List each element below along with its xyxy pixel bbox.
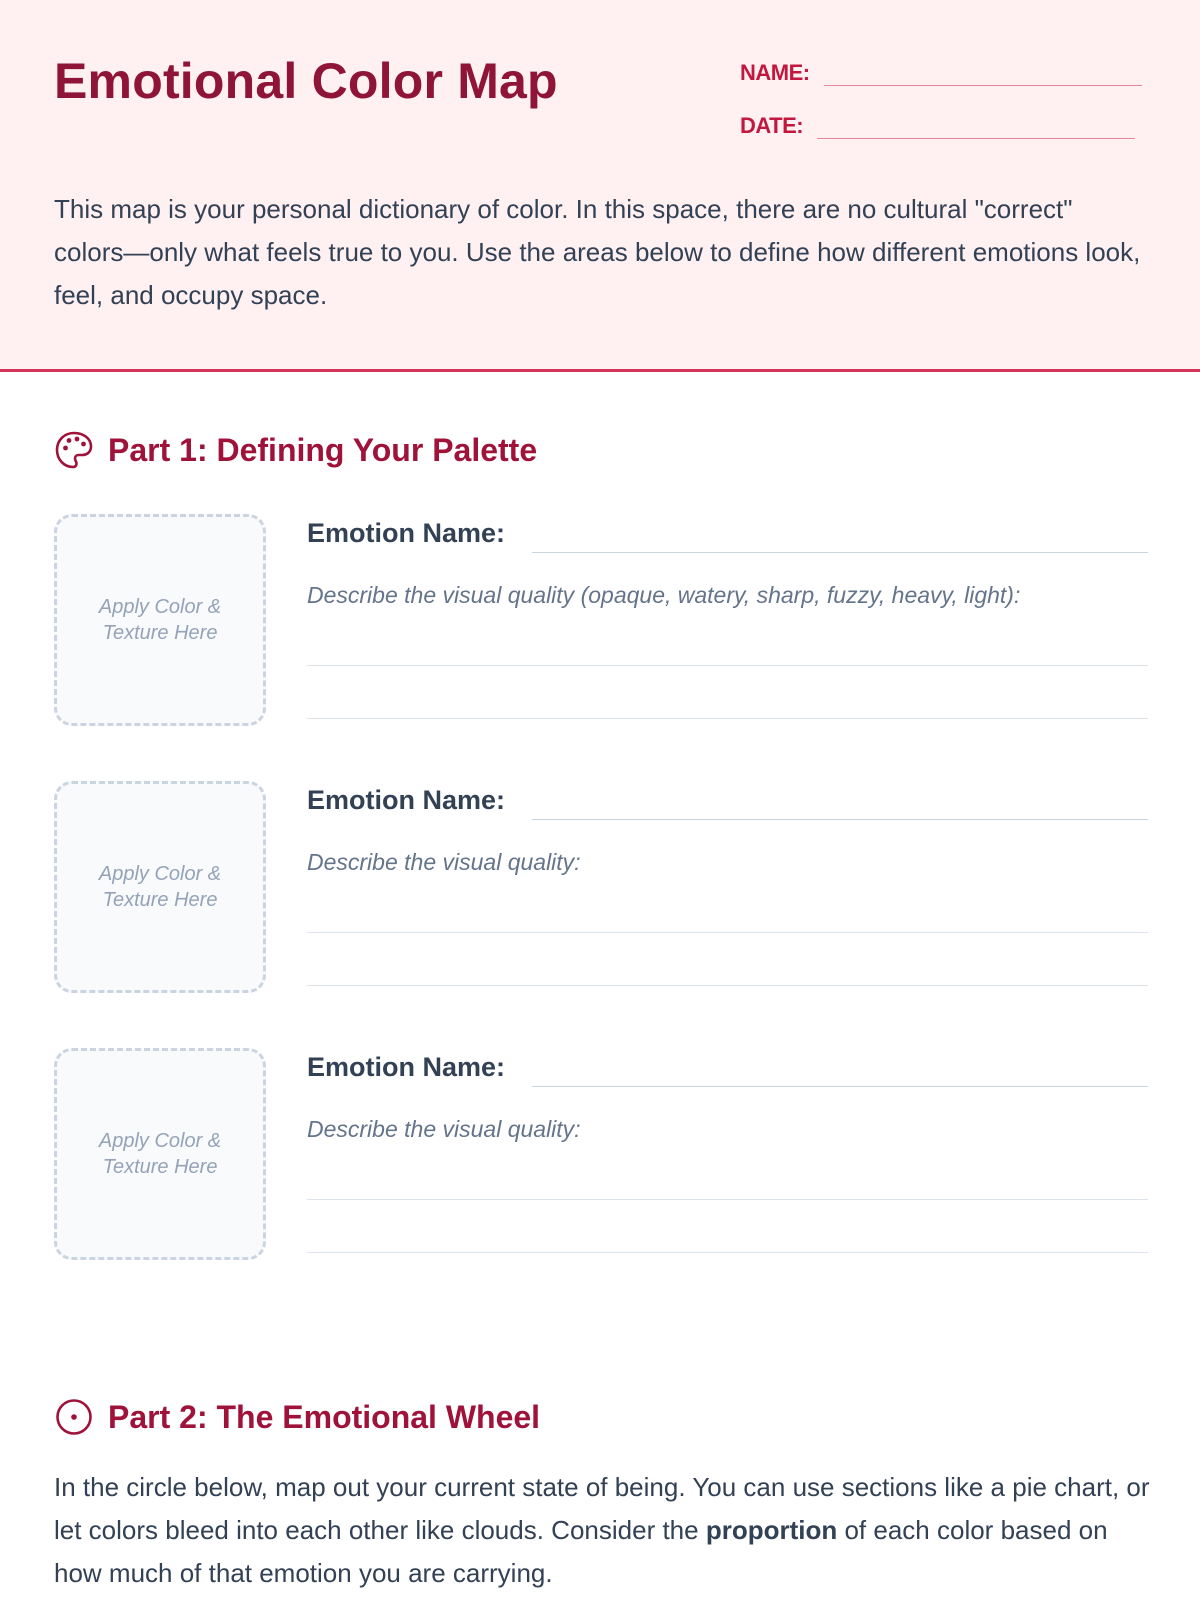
describe-prompt: Describe the visual quality (opaque, watery, sharp, fuzzy, heavy, light): <box>307 582 1021 608</box>
describe-prompt: Describe the visual quality: <box>307 1116 581 1142</box>
part2-title: Part 2: The Emotional Wheel <box>108 1398 541 1435</box>
describe-prompt: Describe the visual quality: <box>307 849 581 875</box>
swatch-hint: Apply Color & Texture Here <box>98 596 222 644</box>
palette-row <box>54 1048 1148 1260</box>
intro-text: This map is your personal dictionary of color. In this space, there are no cultural "correct" colors—only what feels true to you. Use the areas below to define how different emotions look, feel, and occupy space. <box>54 194 1141 310</box>
name-label: NAME: <box>740 60 810 85</box>
part2-text-end: of each color based on how much of that emotion you are carrying. <box>54 1515 1108 1588</box>
color-swatch-area[interactable] <box>54 514 266 726</box>
part2-instructions <box>54 1466 1154 1595</box>
date-line[interactable] <box>817 115 1135 139</box>
write-line[interactable] <box>307 718 1148 719</box>
color-swatch-area[interactable] <box>54 781 266 993</box>
part2-text-bold: proportion <box>705 1515 838 1545</box>
name-line[interactable] <box>824 62 1142 86</box>
part1-title: Part 1: Defining Your Palette <box>108 431 538 468</box>
part1-heading <box>54 430 537 470</box>
color-swatch-area[interactable] <box>54 1048 266 1260</box>
write-line[interactable] <box>307 1199 1148 1200</box>
write-line[interactable] <box>307 932 1148 933</box>
page-title: Emotional Color Map <box>54 53 558 109</box>
palette-row <box>54 781 1148 993</box>
emotion-name-label: Emotion Name: <box>307 518 506 548</box>
swatch-hint: Apply Color & Texture Here <box>98 863 222 911</box>
date-field[interactable] <box>740 113 1135 139</box>
emotion-name-line[interactable] <box>532 1086 1148 1087</box>
write-line[interactable] <box>307 665 1148 666</box>
part2-text-start: In the circle below, map out your current state of being. You can use sections like a pie chart, or let colors bleed into each other like clouds. Consider the <box>54 1472 1150 1545</box>
palette-icon <box>54 430 94 470</box>
emotion-name-line[interactable] <box>532 552 1148 553</box>
name-field[interactable] <box>740 60 1142 86</box>
emotion-name-label: Emotion Name: <box>307 1052 506 1082</box>
palette-row <box>54 514 1148 726</box>
date-label: DATE: <box>740 113 804 138</box>
target-circle-icon <box>54 1397 94 1437</box>
worksheet-header <box>0 0 1200 372</box>
emotion-name-label: Emotion Name: <box>307 785 506 815</box>
write-line[interactable] <box>307 985 1148 986</box>
part2-heading <box>54 1397 540 1437</box>
swatch-hint: Apply Color & Texture Here <box>98 1130 222 1178</box>
emotion-name-line[interactable] <box>532 819 1148 820</box>
write-line[interactable] <box>307 1252 1148 1253</box>
